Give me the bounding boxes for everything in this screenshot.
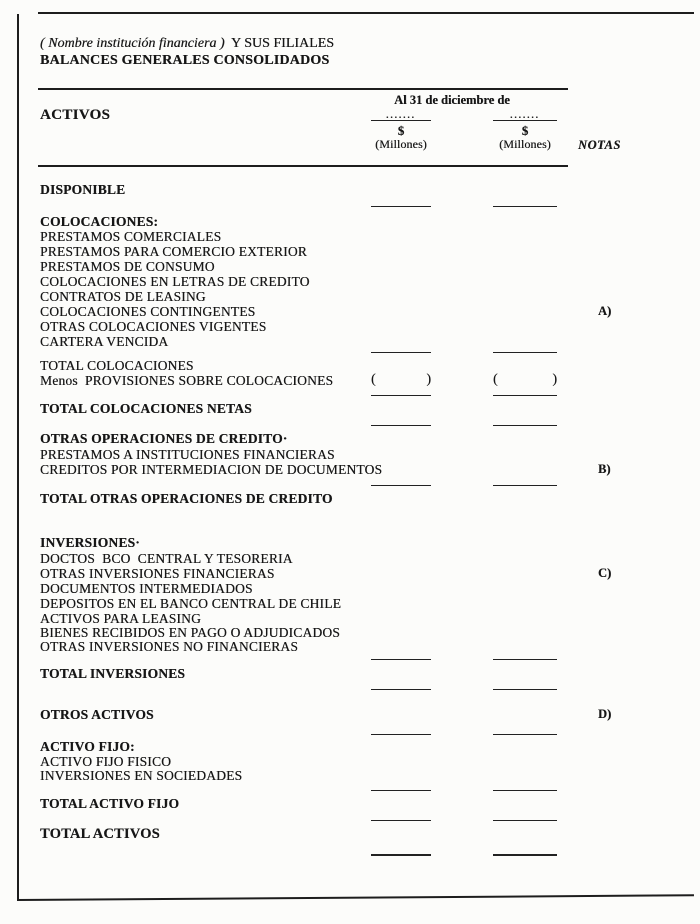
amount-line-row xyxy=(0,689,700,706)
unit-label-col2: (Millones) xyxy=(499,137,551,151)
amount-line-col1 xyxy=(371,352,431,353)
amount-line-col1 xyxy=(371,659,431,660)
table-row xyxy=(0,707,700,724)
amount-line-col1 xyxy=(371,206,431,207)
paren-close: ) xyxy=(552,372,557,387)
note-ref-a: A) xyxy=(598,304,612,318)
amount-line-row xyxy=(0,854,700,871)
table-row xyxy=(0,401,700,418)
row-label: TOTAL COLOCACIONES xyxy=(40,358,194,373)
amount-line-col2 xyxy=(493,734,557,735)
row-label: ACTIVO FIJO: xyxy=(40,739,135,754)
row-label: CONTRATOS DE LEASING xyxy=(40,289,206,304)
row-label: ACTIVO FIJO FISICO xyxy=(40,754,172,769)
amount-line-col2 xyxy=(493,790,557,791)
negative-amount-parens-col1 xyxy=(371,372,431,387)
table-row xyxy=(0,535,700,552)
currency-symbol-col2: $ xyxy=(521,123,529,138)
row-label: CARTERA VENCIDA xyxy=(40,334,169,349)
table-row xyxy=(0,334,700,351)
note-ref-c: C) xyxy=(598,566,612,580)
row-label: DOCTOS BCO CENTRAL Y TESORERIA xyxy=(40,551,293,566)
row-label: OTRAS OPERACIONES DE CREDITO· xyxy=(40,431,288,446)
row-label: ACTIVOS PARA LEASING xyxy=(40,611,202,626)
amount-line-col1 xyxy=(371,485,431,486)
year-fill-line-col2 xyxy=(493,107,557,121)
table-top-rule xyxy=(38,165,568,167)
amount-line-col2 xyxy=(493,352,557,353)
year-dots-col1: ....... xyxy=(386,110,416,120)
amount-line-col1 xyxy=(371,820,431,821)
table-row xyxy=(0,491,700,508)
amount-line-col2 xyxy=(493,854,557,856)
document-title-line2: BALANCES GENERALES CONSOLIDADOS xyxy=(40,53,330,68)
row-label: TOTAL OTRAS OPERACIONES DE CREDITO xyxy=(40,491,333,506)
row-label: COLOCACIONES EN LETRAS DE CREDITO xyxy=(40,274,310,289)
table-row xyxy=(0,796,700,813)
row-label: PRESTAMOS A INSTITUCIONES FINANCIERAS xyxy=(40,447,335,462)
negative-amount-parens-col2 xyxy=(493,372,557,387)
row-label: COLOCACIONES: xyxy=(40,214,159,229)
paren-close: ) xyxy=(426,372,431,387)
row-label: DISPONIBLE xyxy=(40,182,126,197)
row-label: COLOCACIONES CONTINGENTES xyxy=(40,304,256,319)
institution-suffix: Y SUS FILIALES xyxy=(224,36,334,51)
table-row xyxy=(0,827,700,844)
paren-open: ( xyxy=(371,372,376,387)
amount-line-col1 xyxy=(371,734,431,735)
amount-line-col2 xyxy=(493,206,557,207)
unit-label-col1: (Millones) xyxy=(375,137,427,151)
row-label: DEPOSITOS EN EL BANCO CENTRAL DE CHILE xyxy=(40,596,342,611)
row-label: BIENES RECIBIDOS EN PAGO O ADJUDICADOS xyxy=(40,625,341,640)
section-title-activos: ACTIVOS xyxy=(40,107,111,123)
amount-line-col1 xyxy=(371,395,431,396)
table-row xyxy=(0,373,700,390)
note-ref-b: B) xyxy=(598,462,611,476)
table-row xyxy=(0,666,700,683)
row-label: OTROS ACTIVOS xyxy=(40,707,154,722)
header-rule xyxy=(38,88,568,90)
table-row xyxy=(0,639,700,656)
row-label: DOCUMENTOS INTERMEDIADOS xyxy=(40,581,253,596)
row-label: TOTAL ACTIVO FIJO xyxy=(40,796,180,811)
amount-line-col2 xyxy=(493,659,557,660)
row-label: CREDITOS POR INTERMEDIACION DE DOCUMENTOS xyxy=(40,462,383,477)
amount-line-col2 xyxy=(493,689,557,690)
row-label: INVERSIONES EN SOCIEDADES xyxy=(40,768,243,783)
amount-line-col2 xyxy=(493,395,557,396)
paren-open: ( xyxy=(493,372,498,387)
row-label: TOTAL INVERSIONES xyxy=(40,666,186,681)
row-label: OTRAS COLOCACIONES VIGENTES xyxy=(40,319,267,334)
row-label: OTRAS INVERSIONES FINANCIERAS xyxy=(40,566,275,581)
amount-line-col1 xyxy=(371,425,431,426)
amount-line-col2 xyxy=(493,485,557,486)
currency-symbol-col1: $ xyxy=(397,123,405,138)
row-label: OTRAS INVERSIONES NO FINANCIERAS xyxy=(40,639,299,654)
table-row xyxy=(0,182,700,199)
row-label: TOTAL ACTIVOS xyxy=(40,826,160,842)
notes-column-header: NOTAS xyxy=(578,138,621,152)
amount-line-col2 xyxy=(493,820,557,821)
row-label: Menos PROVISIONES SOBRE COLOCACIONES xyxy=(40,373,334,388)
document-title-line1 xyxy=(40,36,334,52)
row-label: PRESTAMOS COMERCIALES xyxy=(40,229,222,244)
row-label: PRESTAMOS PARA COMERCIO EXTERIOR xyxy=(40,244,307,259)
row-label: INVERSIONES· xyxy=(40,535,140,550)
row-label: TOTAL COLOCACIONES NETAS xyxy=(40,401,252,416)
institution-name-placeholder: ( Nombre institución financiera ) xyxy=(40,36,225,51)
year-fill-line-col1 xyxy=(371,107,431,121)
table-row xyxy=(0,431,700,448)
year-dots-col2: ....... xyxy=(510,110,540,120)
row-label: PRESTAMOS DE CONSUMO xyxy=(40,259,215,274)
table-row xyxy=(0,768,700,785)
amount-line-col1 xyxy=(371,689,431,690)
period-header: Al 31 de diciembre de xyxy=(394,93,510,107)
note-ref-d: D) xyxy=(598,707,612,721)
table-row xyxy=(0,462,700,479)
amount-line-col2 xyxy=(493,425,557,426)
bottom-rule xyxy=(17,894,694,901)
amount-line-col1 xyxy=(371,790,431,791)
top-rule xyxy=(38,12,694,14)
amount-line-col1 xyxy=(371,854,431,856)
